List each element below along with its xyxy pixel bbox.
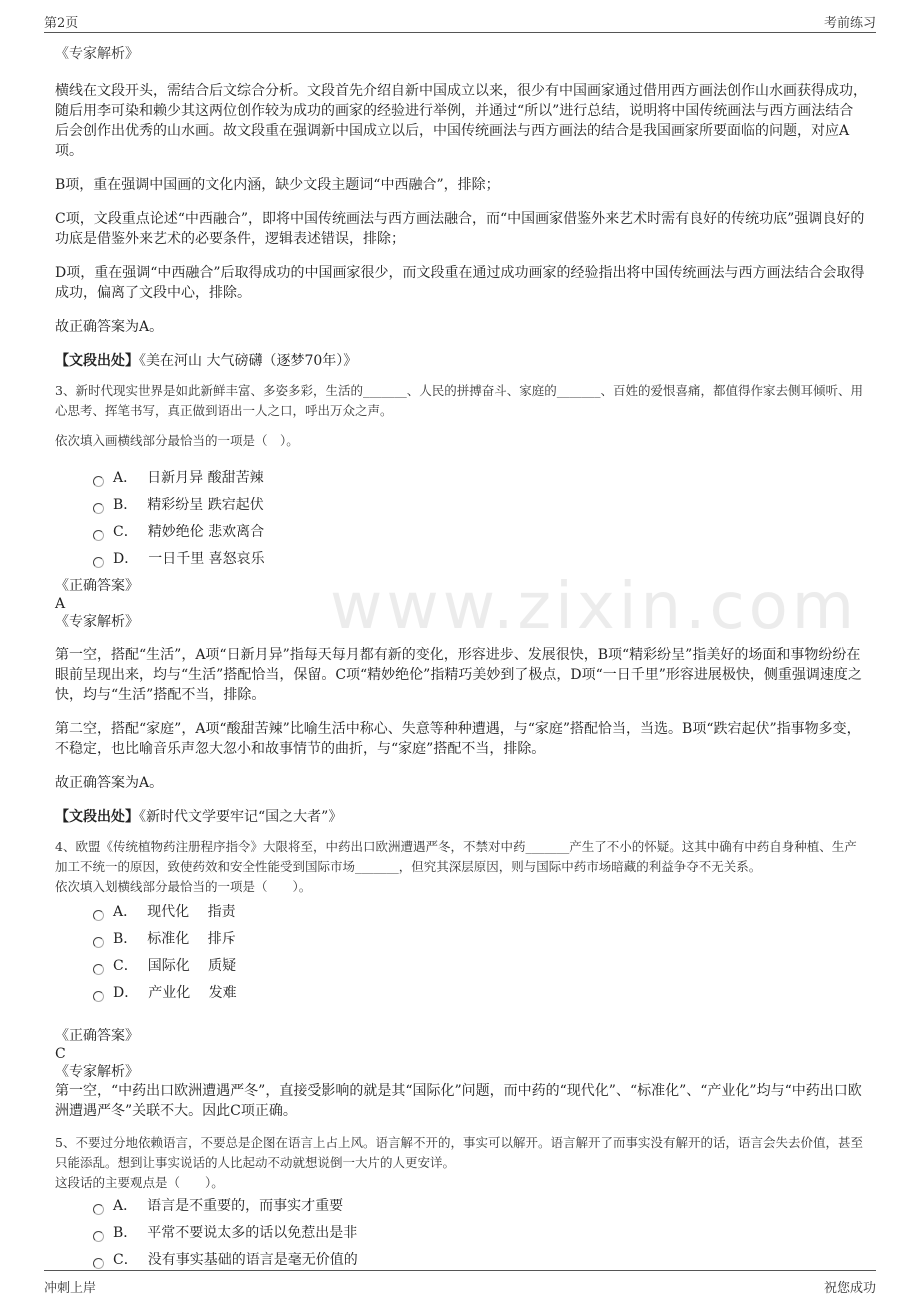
source-title: 《美在河山 大气磅礴（逐梦70年）》 [139,353,358,369]
page-header [44,10,876,33]
question-prompt: 依次填入划横线部分最恰当的一项是（ ）。 [55,879,312,894]
option-c[interactable]: C． 精妙绝伦 悲欢离合 [93,519,867,546]
source-line [55,351,867,371]
analysis-paragraph: D项，重在强调“中西融合”后取得成功的中国画家很少，而文段重在通过成功画家的经验指出将中国传统画法与西方画法结合会取得成功，偏离了文段中心，排除。 [55,265,865,301]
analysis-paragraph: B项，重在强调中国画的文化内涵，缺少文段主题词“中西融合”，排除； [55,177,500,193]
option-b[interactable]: B． 精彩纷呈 跌宕起伏 [93,492,867,519]
footer-left: 冲刺上岸 [44,1281,97,1296]
radio-icon[interactable] [93,937,104,948]
analysis-label: 《专家解析》 [55,1064,139,1080]
option-list [55,465,867,573]
analysis-paragraph: C项，文段重点论述“中西融合”，即将中国传统画法与西方画法融合，而“中国画家借鉴外来艺术时需有良好的传统功底”强调良好的功底是借鉴外来艺术的必要条件，逻辑表述错误，排除； [55,211,865,247]
analysis-label: 《专家解析》 [55,46,139,62]
answer-label: 《正确答案》 [55,1028,139,1044]
radio-icon[interactable] [93,530,104,541]
analysis-paragraph: 第一空，“中药出口欧洲遭遇严冬”，直接受影响的就是其“国际化”问题，而中药的“现代化”、“标准化”、“产业化”均与“中药出口欧洲遭遇严冬”关联不大。因此C项正确。 [55,1083,862,1119]
radio-icon[interactable] [93,476,104,487]
question-stem: 5、不要过分地依赖语言，不要总是企图在语言上占上风。语言解不开的，事实可以解开。语言解开了而事实没有解开的话，语言会失去价值，甚至只能添乱。想到让事实说话的人比起动不动就想说倒一大片的人更安详。 [55,1135,863,1170]
document-body [55,38,867,1274]
footer-right: 祝您成功 [823,1281,876,1296]
option-b[interactable]: B． 标准化 排斥 [93,926,867,953]
radio-icon[interactable] [93,991,104,1002]
source-tag: 【文段出处】 [55,353,139,369]
conclusion: 故正确答案为A。 [55,319,164,335]
radio-icon[interactable] [93,964,104,975]
source-title: 《新时代文学要牢记“国之大者”》 [139,809,343,825]
radio-icon[interactable] [93,1204,104,1215]
analysis-paragraph: 第二空，搭配“家庭”，A项“酸甜苦辣”比喻生活中称心、失意等种种遭遇，与“家庭”搭配恰当，当选。B项“跌宕起伏”指事物多变，不稳定，也比喻音乐声忽大忽小和故事情节的曲折，与“家庭”搭配不当，排除。 [55,721,861,757]
option-list [55,1193,867,1274]
question-prompt: 这段话的主要观点是（ ）。 [55,1175,224,1190]
conclusion: 故正确答案为A。 [55,775,164,791]
option-a[interactable]: A． 语言是不重要的，而事实才重要 [93,1193,867,1220]
option-b[interactable]: B． 平常不要说太多的话以免惹出是非 [93,1220,867,1247]
radio-icon[interactable] [93,910,104,921]
radio-icon[interactable] [93,503,104,514]
option-c[interactable]: C． 没有事实基础的语言是毫无价值的 [93,1247,867,1274]
option-a[interactable]: A． 现代化 指责 [93,899,867,926]
page-footer [44,1270,876,1299]
radio-icon[interactable] [93,1231,104,1242]
answer-value: C [55,1046,66,1062]
answer-value: A [55,596,66,612]
answer-label: 《正确答案》 [55,578,139,594]
source-line [55,807,867,827]
option-a[interactable]: A． 日新月异 酸甜苦辣 [93,465,867,492]
option-list [55,899,867,1007]
header-title: 考前练习 [823,16,876,31]
page-number: 第2页 [44,16,79,31]
radio-icon[interactable] [93,1258,104,1269]
analysis-paragraph: 第一空，搭配“生活”，A项“日新月异”指每天每月都有新的变化，形容进步、发展很快，B项“精彩纷呈”指美好的场面和事物纷纷在眼前呈现出来，均与“生活”搭配恰当，保留。C项“精妙绝伦”指精巧美妙到了极点，D项“一日千里”形容进展极快，侧重强调速度之快，均与“生活”搭配不当，排除。 [55,647,862,703]
analysis-paragraph: 横线在文段开头，需结合后文综合分析。文段首先介绍自新中国成立以来，很少有中国画家通过借用西方画法创作山水画获得成功，随后用李可染和赖少其这两位创作较为成功的画家的经验进行举例，并通过“所以”进行总结，说明将中国传统画法与西方画法结合后会创作出优秀的山水画。故文段重在强调新中国成立以后，中国传统画法与西方画法的结合是我国画家所要面临的问题，对应A项。 [55,83,867,159]
analysis-label: 《专家解析》 [55,614,139,630]
option-d[interactable]: D． 一日千里 喜怒哀乐 [93,546,867,573]
watermark: www.zixin.com [330,570,859,644]
question-prompt: 依次填入画横线部分最恰当的一项是（ ）。 [55,433,299,448]
option-d[interactable]: D． 产业化 发难 [93,980,867,1007]
question-stem: 4、欧盟《传统植物药注册程序指令》大限将至，中药出口欧洲遭遇严冬，不禁对中药_______产生了不小的怀疑。这其中确有中药自身种植、生产加工不统一的原因，致使药效和安全性能受到国际市场_______，但究其深层原因，则与国际中药市场暗藏的利益争夺不无关系。 [55,839,857,874]
question-stem: 3、新时代现实世界是如此新鲜丰富、多姿多彩，生活的_______、人民的拼搏奋斗、家庭的_______、百姓的爱恨喜痛，都值得作家去侧耳倾听、用心思考、挥笔书写，真正做到语出一人之口，呼出万众之声。 [55,383,863,418]
radio-icon[interactable] [93,557,104,568]
option-c[interactable]: C． 国际化 质疑 [93,953,867,980]
source-tag: 【文段出处】 [55,809,139,825]
